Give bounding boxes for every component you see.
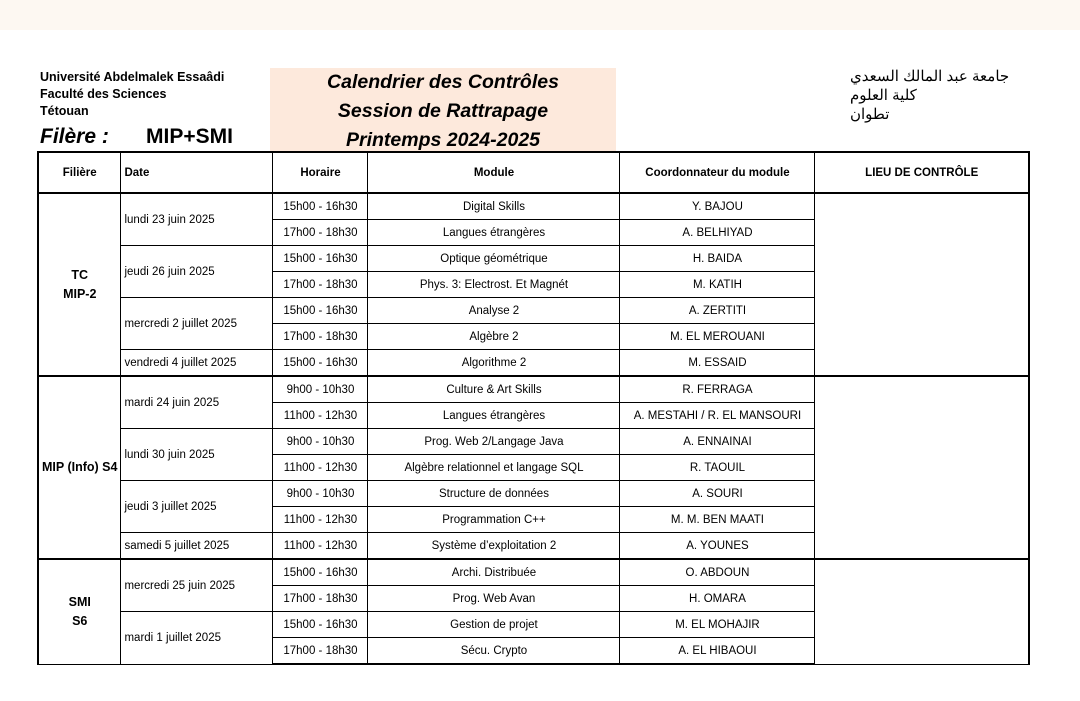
coordinator-cell: Y. BAJOU xyxy=(620,193,815,220)
module-cell: Sécu. Crypto xyxy=(368,638,620,665)
institution-block xyxy=(40,69,224,120)
column-header-module: Module xyxy=(368,152,620,193)
horaire-cell: 11h00 - 12h30 xyxy=(273,455,368,481)
arabic-faculty-name: كلية العلوم xyxy=(850,87,917,104)
module-cell: Système d’exploitation 2 xyxy=(368,533,620,560)
horaire-cell: 17h00 - 18h30 xyxy=(273,272,368,298)
date-cell: jeudi 26 juin 2025 xyxy=(121,246,273,298)
document-title xyxy=(270,68,616,152)
coordinator-cell: M. EL MEROUANI xyxy=(620,324,815,350)
date-cell: mercredi 2 juillet 2025 xyxy=(121,298,273,350)
location-cell xyxy=(815,193,1029,376)
table-row xyxy=(38,559,1029,586)
date-cell: mardi 24 juin 2025 xyxy=(121,376,273,429)
column-header-date: Date xyxy=(121,152,273,193)
date-cell: mercredi 25 juin 2025 xyxy=(121,559,273,612)
horaire-cell: 9h00 - 10h30 xyxy=(273,376,368,403)
table-row xyxy=(38,376,1029,403)
coordinator-cell: M. ESSAID xyxy=(620,350,815,377)
coordinator-cell: R. FERRAGA xyxy=(620,376,815,403)
title-line-1: Calendrier des Contrôles xyxy=(327,71,559,93)
table-body xyxy=(38,193,1029,664)
top-band xyxy=(0,0,1080,30)
module-cell: Prog. Web 2/Langage Java xyxy=(368,429,620,455)
title-line-3: Printemps 2024-2025 xyxy=(345,129,541,151)
horaire-cell: 17h00 - 18h30 xyxy=(273,324,368,350)
coordinator-cell: M. M. BEN MAATI xyxy=(620,507,815,533)
module-cell: Optique géométrique xyxy=(368,246,620,272)
horaire-cell: 17h00 - 18h30 xyxy=(273,220,368,246)
coordinator-cell: A. SOURI xyxy=(620,481,815,507)
table-header-row xyxy=(38,152,1029,193)
faculty-name: Faculté des Sciences xyxy=(40,87,167,101)
university-name: Université Abdelmalek Essaâdi xyxy=(40,70,225,84)
arabic-city-name: تطوان xyxy=(850,106,890,123)
coordinator-cell: M. KATIH xyxy=(620,272,815,298)
module-cell: Phys. 3: Electrost. Et Magnét xyxy=(368,272,620,298)
column-header-horaire: Horaire xyxy=(273,152,368,193)
coordinator-cell: A. ZERTITI xyxy=(620,298,815,324)
arabic-institution-block xyxy=(850,67,1009,124)
horaire-cell: 11h00 - 12h30 xyxy=(273,403,368,429)
city-name: Tétouan xyxy=(40,104,89,118)
horaire-cell: 15h00 - 16h30 xyxy=(273,298,368,324)
exam-schedule-table xyxy=(37,151,1030,665)
horaire-cell: 15h00 - 16h30 xyxy=(273,559,368,586)
module-cell: Programmation C++ xyxy=(368,507,620,533)
coordinator-cell: A. ENNAINAI xyxy=(620,429,815,455)
module-cell: Gestion de projet xyxy=(368,612,620,638)
column-header-location: LIEU DE CONTRÔLE xyxy=(815,152,1029,193)
coordinator-cell: A. MESTAHI / R. EL MANSOURI xyxy=(620,403,815,429)
filiere-cell: MIP (Info) S4 xyxy=(38,376,121,559)
coordinator-cell: R. TAOUIL xyxy=(620,455,815,481)
date-cell: lundi 23 juin 2025 xyxy=(121,193,273,246)
horaire-cell: 15h00 - 16h30 xyxy=(273,350,368,377)
module-cell: Archi. Distribuée xyxy=(368,559,620,586)
module-cell: Algorithme 2 xyxy=(368,350,620,377)
filiere-line xyxy=(40,124,233,150)
date-cell: mardi 1 juillet 2025 xyxy=(121,612,273,665)
filiere-value: MIP+SMI xyxy=(146,125,233,148)
horaire-cell: 17h00 - 18h30 xyxy=(273,638,368,665)
arabic-university-name: جامعة عبد المالك السعدي xyxy=(850,68,1010,85)
horaire-cell: 15h00 - 16h30 xyxy=(273,193,368,220)
horaire-cell: 11h00 - 12h30 xyxy=(273,507,368,533)
column-header-coordinator: Coordonnateur du module xyxy=(620,152,815,193)
date-cell: jeudi 3 juillet 2025 xyxy=(121,481,273,533)
module-cell: Langues étrangères xyxy=(368,403,620,429)
coordinator-cell: A. BELHIYAD xyxy=(620,220,815,246)
date-cell: vendredi 4 juillet 2025 xyxy=(121,350,273,377)
coordinator-cell: H. OMARA xyxy=(620,586,815,612)
horaire-cell: 9h00 - 10h30 xyxy=(273,481,368,507)
module-cell: Algèbre relationnel et langage SQL xyxy=(368,455,620,481)
horaire-cell: 15h00 - 16h30 xyxy=(273,612,368,638)
module-cell: Structure de données xyxy=(368,481,620,507)
filiere-cell: SMI S6 xyxy=(38,559,121,664)
module-cell: Culture & Art Skills xyxy=(368,376,620,403)
module-cell: Prog. Web Avan xyxy=(368,586,620,612)
coordinator-cell: H. BAIDA xyxy=(620,246,815,272)
coordinator-cell: A. YOUNES xyxy=(620,533,815,560)
horaire-cell: 17h00 - 18h30 xyxy=(273,586,368,612)
location-cell xyxy=(815,559,1029,664)
location-cell xyxy=(815,376,1029,559)
filiere-label: Filère : xyxy=(40,125,109,148)
coordinator-cell: A. EL HIBAOUI xyxy=(620,638,815,665)
horaire-cell: 15h00 - 16h30 xyxy=(273,246,368,272)
module-cell: Algèbre 2 xyxy=(368,324,620,350)
module-cell: Digital Skills xyxy=(368,193,620,220)
date-cell: samedi 5 juillet 2025 xyxy=(121,533,273,560)
title-line-2: Session de Rattrapage xyxy=(337,100,549,122)
coordinator-cell: O. ABDOUN xyxy=(620,559,815,586)
coordinator-cell: M. EL MOHAJIR xyxy=(620,612,815,638)
filiere-cell: TC MIP-2 xyxy=(38,193,121,376)
horaire-cell: 9h00 - 10h30 xyxy=(273,429,368,455)
module-cell: Analyse 2 xyxy=(368,298,620,324)
column-header-filiere: Filière xyxy=(38,152,121,193)
table-row xyxy=(38,193,1029,220)
horaire-cell: 11h00 - 12h30 xyxy=(273,533,368,560)
module-cell: Langues étrangères xyxy=(368,220,620,246)
date-cell: lundi 30 juin 2025 xyxy=(121,429,273,481)
